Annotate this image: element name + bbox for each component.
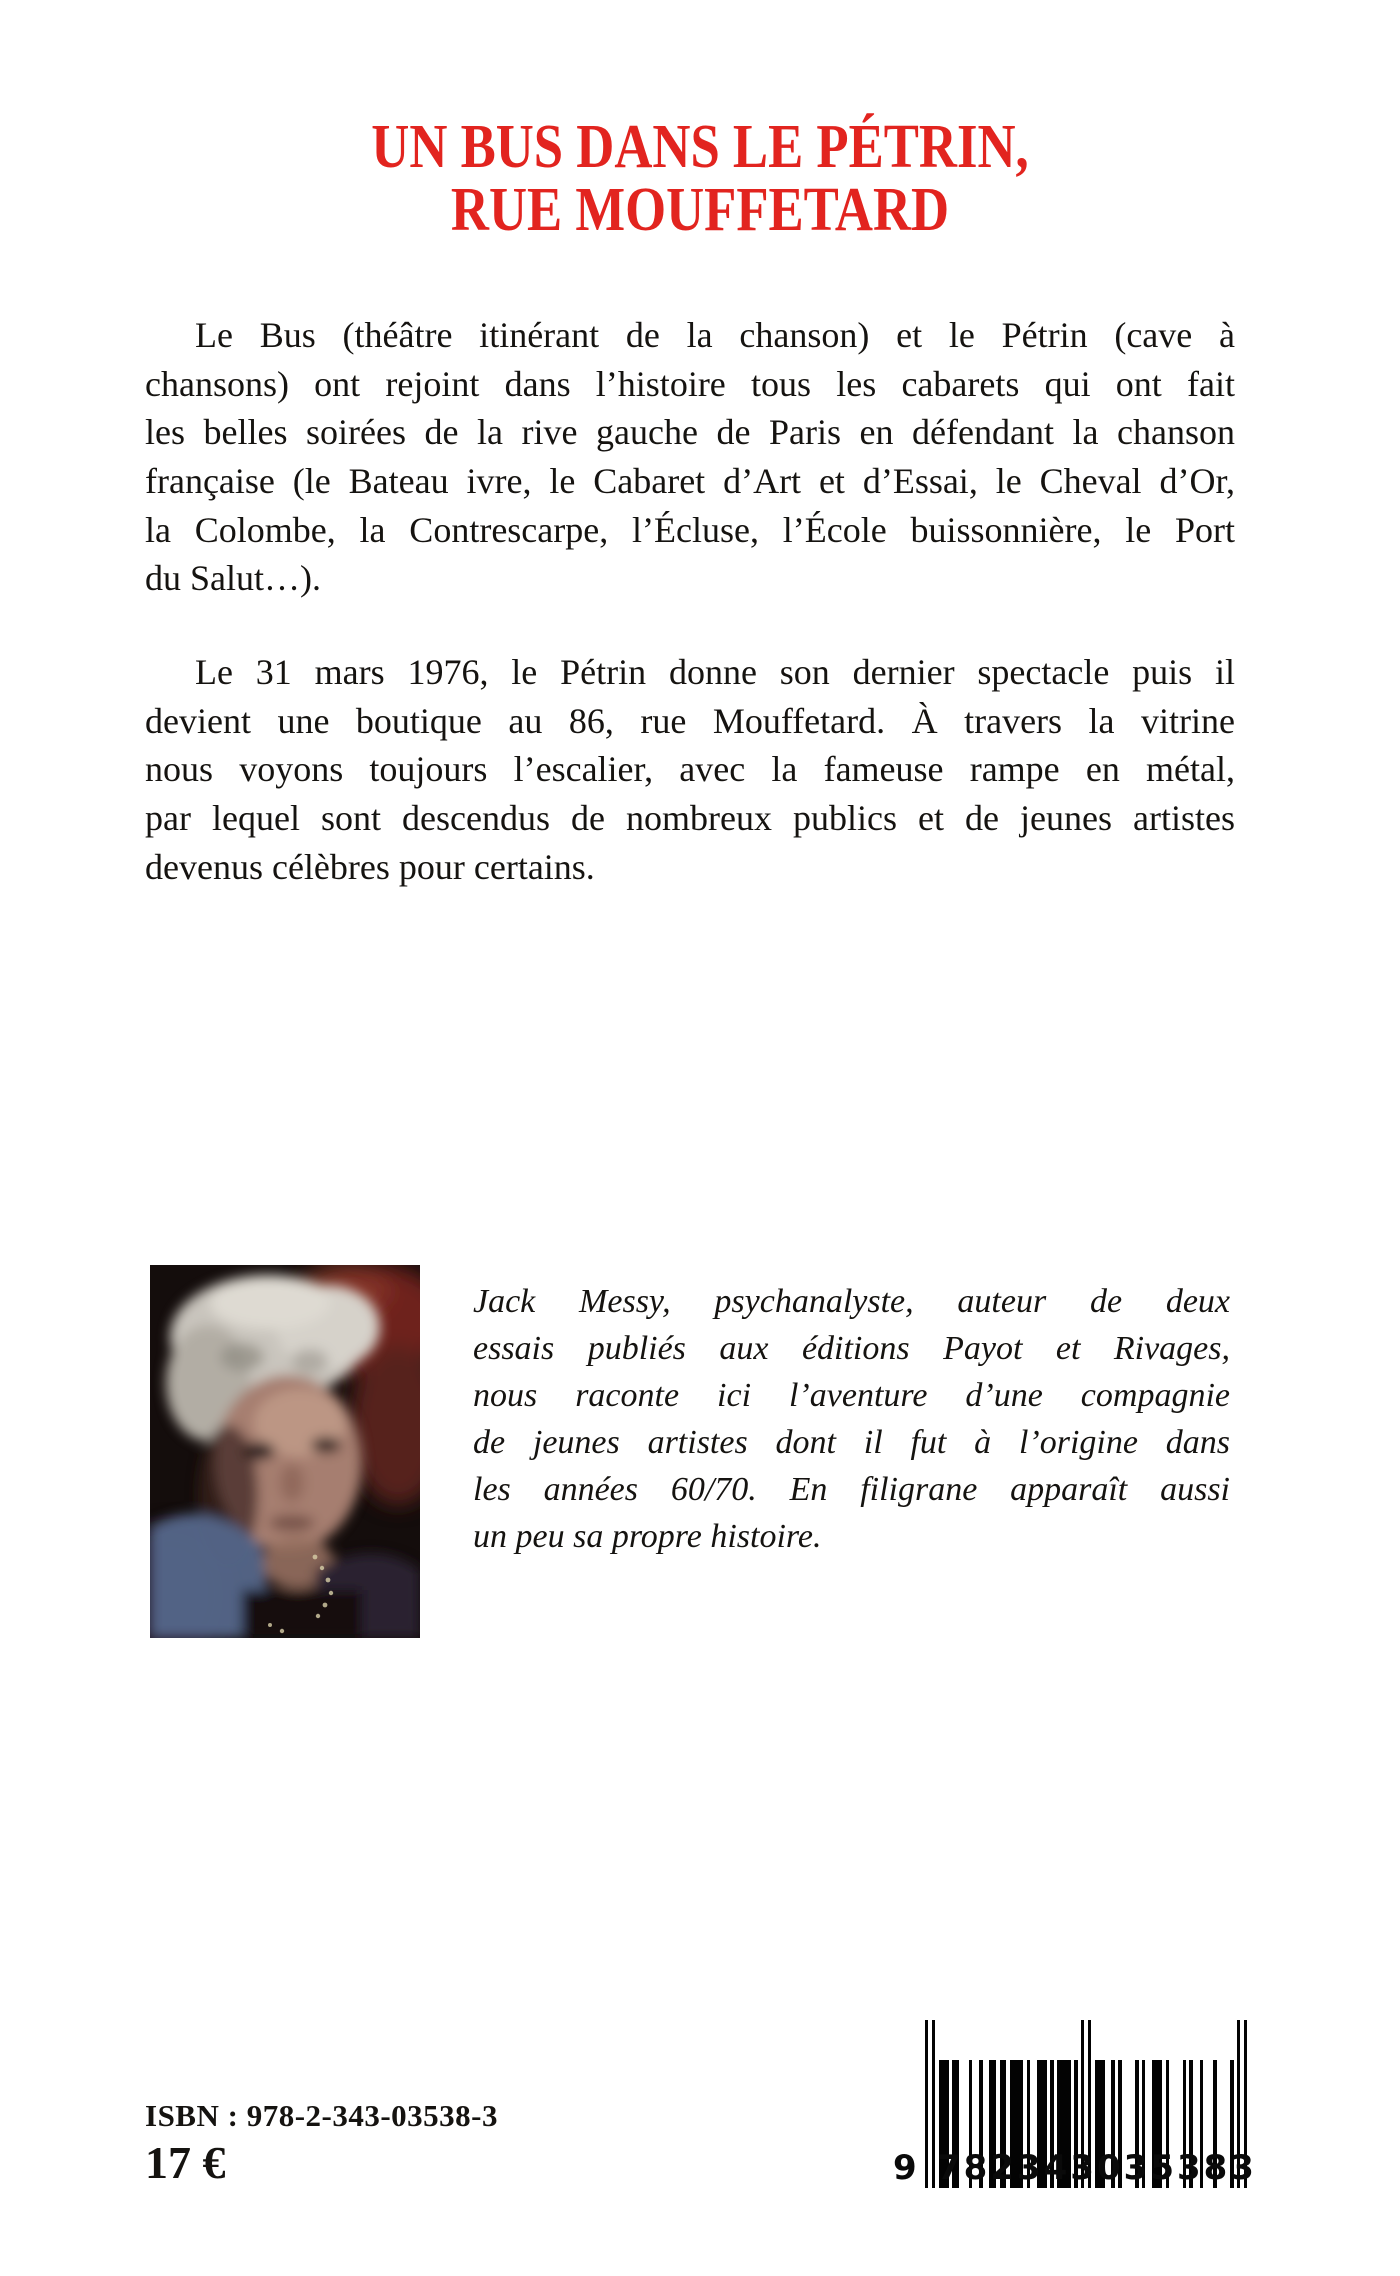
ean13-barcode <box>893 2020 1257 2195</box>
paragraph-line: nous voyons toujours l’escalier, avec la fameuse rampe en métal, <box>145 749 1235 790</box>
barcode-digit-group1: 782343 <box>937 2148 1097 2188</box>
synopsis-paragraph-2 <box>145 648 1235 891</box>
bio-line: de jeunes artistes dont il fut à l’origine dans <box>473 1424 1230 1461</box>
paragraph-line: les belles soirées de la rive gauche de Paris en défendant la chanson <box>145 412 1235 453</box>
price-text: 17 € <box>145 2137 226 2188</box>
book-title-line2: RUE MOUFFETARD <box>450 176 950 244</box>
paragraph-line: la Colombe, la Contrescarpe, l’Écluse, l’École buissonnière, le Port <box>145 509 1235 550</box>
paragraph-line: chansons) ont rejoint dans l’histoire tous les cabarets qui ont fait <box>145 363 1235 404</box>
bio-line: les années 60/70. En filigrane apparaît aussi <box>473 1471 1230 1508</box>
bio-line: un peu sa propre histoire. <box>473 1518 822 1555</box>
isbn-text: ISBN : 978-2-343-03538-3 <box>145 2098 498 2133</box>
barcode-digit-group2: 035383 <box>1097 2148 1257 2188</box>
paragraph-line: du Salut…). <box>145 558 321 599</box>
paragraph-line: devient une boutique au 86, rue Mouffetard. À travers la vitrine <box>145 700 1235 741</box>
synopsis-paragraph-1 <box>145 311 1235 603</box>
paragraph-line: devenus célèbres pour certains. <box>145 846 595 887</box>
paragraph-line: par lequel sont descendus de nombreux publics et de jeunes artistes <box>145 798 1235 839</box>
paragraph-line: française (le Bateau ivre, le Cabaret d’Art et d’Essai, le Cheval d’Or, <box>145 461 1235 502</box>
paragraph-line: Le Bus (théâtre itinérant de la chanson) et le Pétrin (cave à <box>195 315 1235 355</box>
bio-line: Jack Messy, psychanalyste, auteur de deux <box>473 1283 1230 1320</box>
paragraph-line: Le 31 mars 1976, le Pétrin donne son dernier spectacle puis il <box>195 652 1235 692</box>
book-title <box>105 113 1295 244</box>
barcode-digit-first: 9 <box>893 2148 917 2188</box>
author-photo <box>150 1265 420 1638</box>
bio-line: nous raconte ici l’aventure d’une compagnie <box>473 1377 1230 1414</box>
author-bio <box>473 1278 1230 1560</box>
bio-line: essais publiés aux éditions Payot et Rivages, <box>473 1330 1230 1367</box>
book-title-line1: UN BUS DANS LE PÉTRIN, <box>371 113 1029 181</box>
